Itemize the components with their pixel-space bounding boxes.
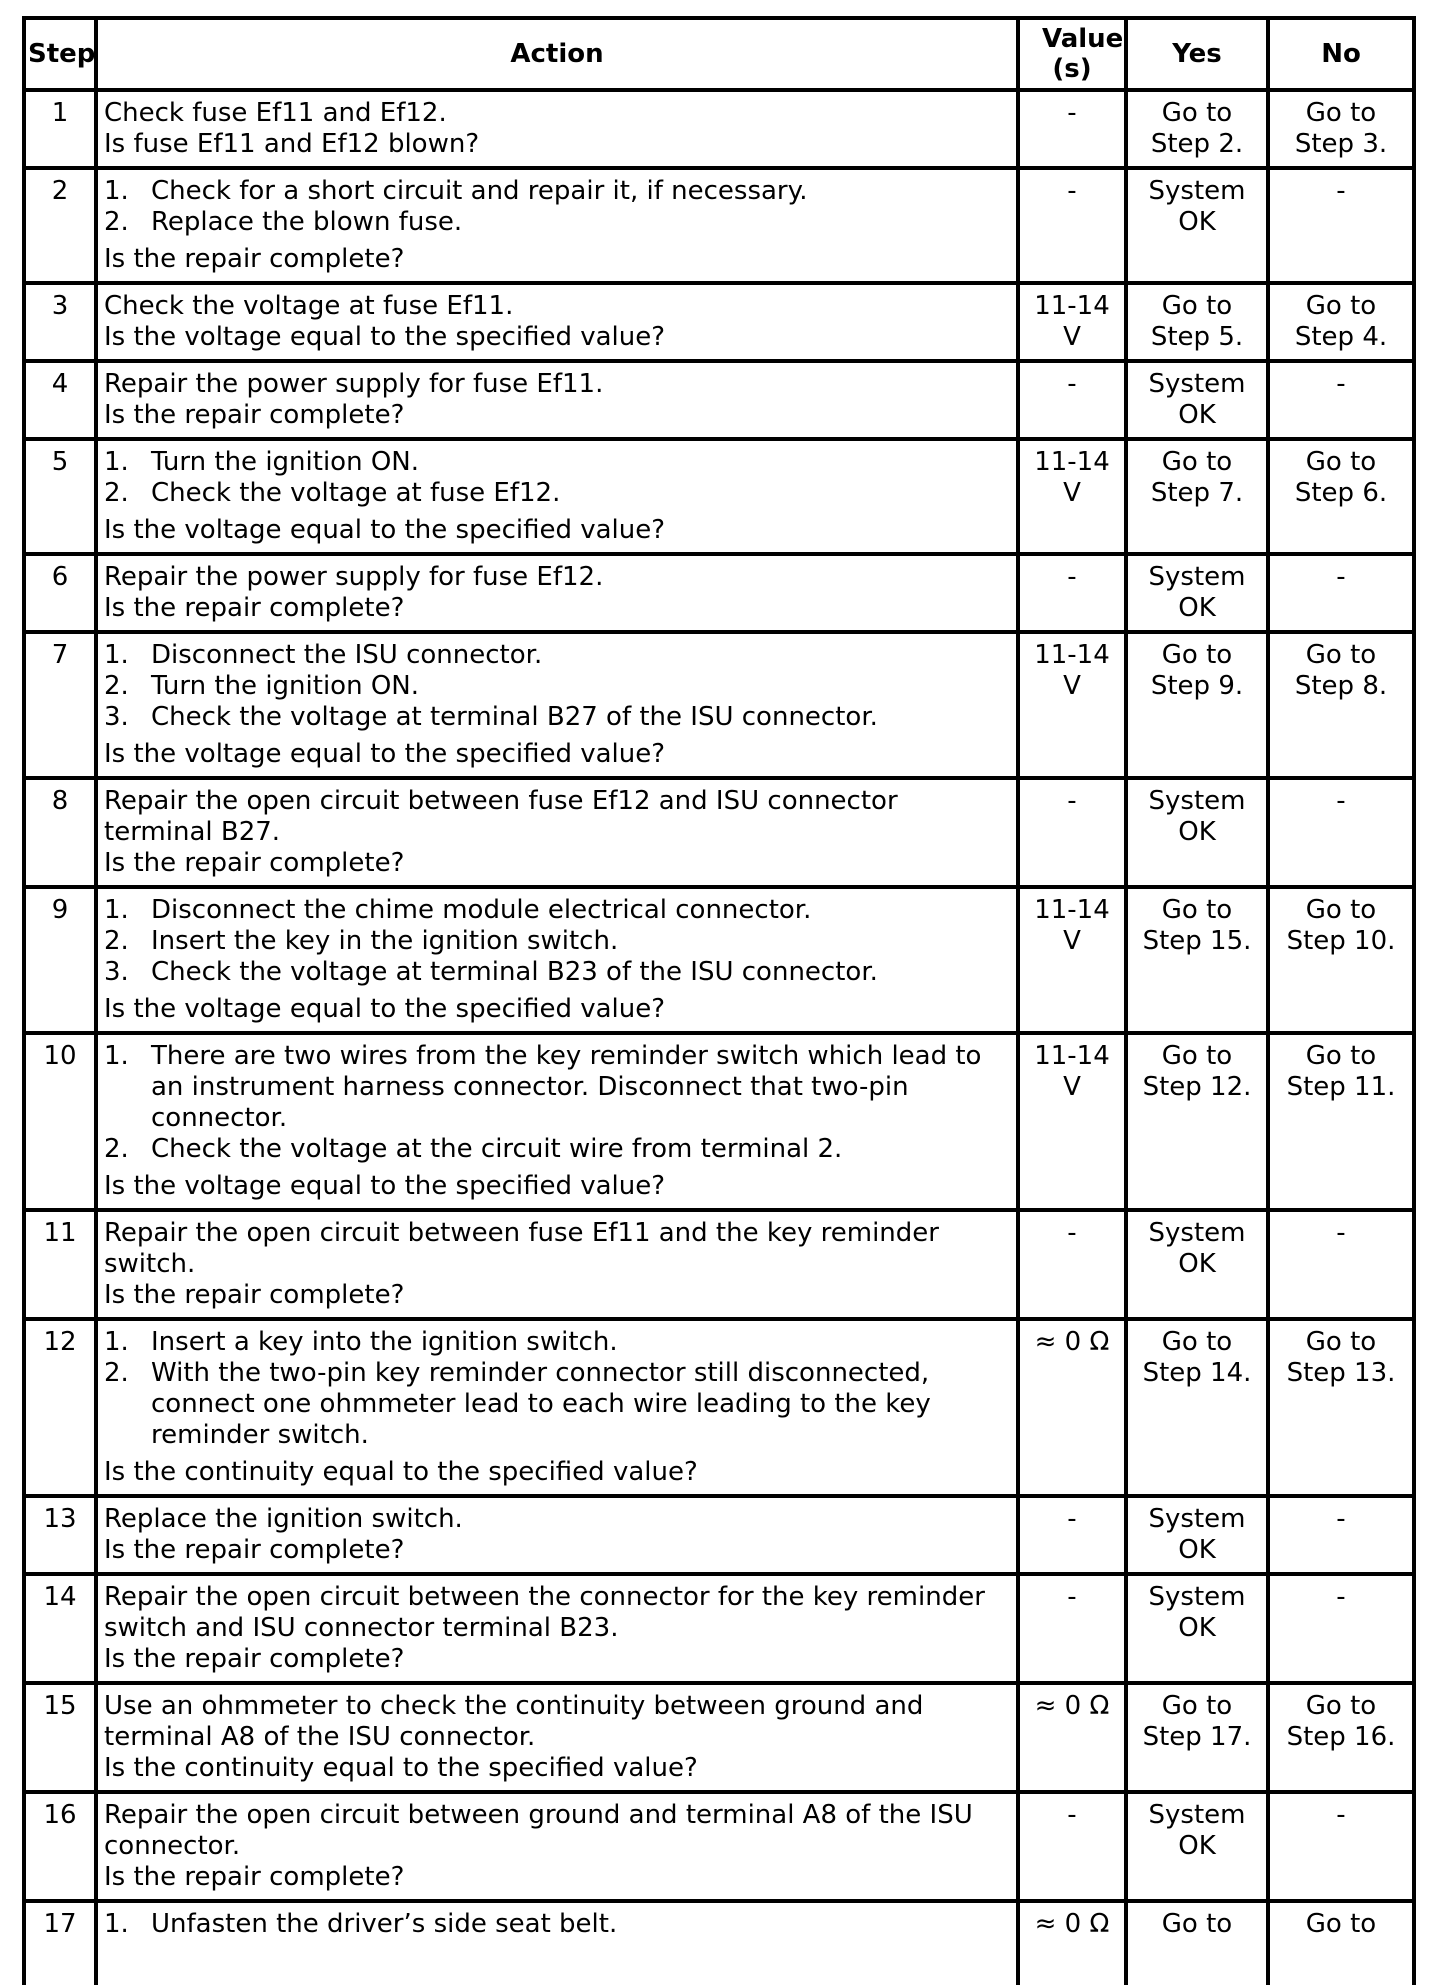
action-question: Is the continuity equal to the specified value? bbox=[104, 1457, 698, 1487]
action-question: Is the voltage equal to the specified value? bbox=[104, 1171, 666, 1201]
action-line: Is the repair complete? bbox=[104, 1535, 405, 1565]
action-step-text: Disconnect the ISU connector. bbox=[151, 640, 543, 670]
no-cell: - bbox=[1268, 361, 1414, 439]
no-cell: Go to Step 3. bbox=[1268, 90, 1414, 168]
action-line: Is the voltage equal to the specified value? bbox=[104, 322, 666, 352]
yes-cell: System OK bbox=[1126, 1574, 1268, 1683]
table-row bbox=[24, 1901, 1414, 1985]
action-cell bbox=[96, 90, 1018, 168]
action-step-number: 1. bbox=[104, 1327, 129, 1357]
no-cell: Go to Step 6. bbox=[1268, 439, 1414, 554]
action-step-item bbox=[104, 176, 1010, 207]
step-number: 2 bbox=[24, 168, 96, 283]
action-step-item bbox=[104, 1909, 1010, 1940]
action-question: Is the repair complete? bbox=[104, 244, 405, 274]
action-step-text: Insert a key into the ignition switch. bbox=[151, 1327, 618, 1357]
action-steps-list bbox=[104, 1327, 1010, 1451]
action-step-item bbox=[104, 207, 1010, 238]
action-step-number: 1. bbox=[104, 1041, 129, 1071]
action-step-number: 1. bbox=[104, 640, 129, 670]
action-step-item bbox=[104, 640, 1010, 671]
action-question: Is the voltage equal to the specified value? bbox=[104, 739, 666, 769]
action-step-number: 1. bbox=[104, 447, 129, 477]
value-cell: - bbox=[1018, 90, 1126, 168]
action-line: Check fuse Ef11 and Ef12. bbox=[104, 98, 447, 128]
yes-cell: Go to Step 7. bbox=[1126, 439, 1268, 554]
action-line: Repair the open circuit between ground and terminal A8 of the ISU connector. bbox=[104, 1800, 973, 1861]
yes-cell: System OK bbox=[1126, 1496, 1268, 1574]
action-step-item bbox=[104, 1327, 1010, 1358]
action-step-number: 3. bbox=[104, 702, 129, 732]
step-number: 7 bbox=[24, 632, 96, 778]
step-number: 10 bbox=[24, 1033, 96, 1210]
action-line: Is the repair complete? bbox=[104, 400, 405, 430]
yes-cell: Go to Step 14. bbox=[1126, 1319, 1268, 1496]
action-cell bbox=[96, 1496, 1018, 1574]
step-number: 15 bbox=[24, 1683, 96, 1792]
action-step-number: 2. bbox=[104, 671, 129, 701]
action-step-text: Check the voltage at the circuit wire from terminal 2. bbox=[151, 1134, 843, 1164]
action-line: Is the repair complete? bbox=[104, 593, 405, 623]
action-steps-list bbox=[104, 640, 1010, 733]
table-row bbox=[24, 1683, 1414, 1792]
action-line: Is the repair complete? bbox=[104, 1644, 405, 1674]
yes-cell: System OK bbox=[1126, 1210, 1268, 1319]
step-number: 17 bbox=[24, 1901, 96, 1985]
action-step-item bbox=[104, 895, 1010, 926]
value-cell: - bbox=[1018, 1574, 1126, 1683]
action-step-item bbox=[104, 1358, 1010, 1451]
value-cell: ≈ 0 Ω bbox=[1018, 1683, 1126, 1792]
table-body bbox=[24, 90, 1414, 1985]
no-cell: - bbox=[1268, 168, 1414, 283]
table-row bbox=[24, 283, 1414, 361]
action-step-number: 3. bbox=[104, 957, 129, 987]
no-cell: Go to Step 8. bbox=[1268, 632, 1414, 778]
action-step-item bbox=[104, 702, 1010, 733]
table-row bbox=[24, 1496, 1414, 1574]
no-cell: - bbox=[1268, 1496, 1414, 1574]
action-cell bbox=[96, 1033, 1018, 1210]
action-line: Is fuse Ef11 and Ef12 blown? bbox=[104, 129, 480, 159]
no-cell: Go to Step 16. bbox=[1268, 1683, 1414, 1792]
no-cell: - bbox=[1268, 1574, 1414, 1683]
yes-cell: Go to Step 2. bbox=[1126, 90, 1268, 168]
no-cell: Go to Step 11. bbox=[1268, 1033, 1414, 1210]
action-step-item bbox=[104, 926, 1010, 957]
table-row bbox=[24, 778, 1414, 887]
table-row bbox=[24, 361, 1414, 439]
yes-cell: System OK bbox=[1126, 1792, 1268, 1901]
action-step-text: Disconnect the chime module electrical connector. bbox=[151, 895, 812, 925]
action-cell bbox=[96, 1319, 1018, 1496]
action-step-text: With the two-pin key reminder connector still disconnected, connect one ohmmeter lead to each wire leading to the key reminder switch. bbox=[151, 1358, 931, 1450]
no-cell: - bbox=[1268, 554, 1414, 632]
header-step: Step bbox=[24, 18, 96, 90]
action-step-text: Check the voltage at terminal B27 of the ISU connector. bbox=[151, 702, 878, 732]
action-line: Use an ohmmeter to check the continuity between ground and terminal A8 of the ISU connector. bbox=[104, 1691, 924, 1752]
header-value bbox=[1018, 18, 1126, 90]
header-action: Action bbox=[96, 18, 1018, 90]
action-step-item bbox=[104, 447, 1010, 478]
action-step-number: 2. bbox=[104, 1134, 129, 1164]
action-step-text: Unfasten the driver’s side seat belt. bbox=[151, 1909, 618, 1939]
yes-cell: Go to Step 17. bbox=[1126, 1683, 1268, 1792]
action-step-number: 2. bbox=[104, 1358, 129, 1388]
action-steps-list bbox=[104, 1041, 1010, 1165]
no-cell: - bbox=[1268, 1792, 1414, 1901]
step-number: 13 bbox=[24, 1496, 96, 1574]
header-value-label: Value (s) bbox=[1042, 24, 1124, 84]
step-number: 9 bbox=[24, 887, 96, 1033]
action-cell bbox=[96, 1210, 1018, 1319]
value-cell: - bbox=[1018, 1496, 1126, 1574]
table-row bbox=[24, 90, 1414, 168]
yes-cell: System OK bbox=[1126, 361, 1268, 439]
value-cell: - bbox=[1018, 168, 1126, 283]
action-cell bbox=[96, 1683, 1018, 1792]
no-cell: Go to Step 13. bbox=[1268, 1319, 1414, 1496]
action-steps-list bbox=[104, 895, 1010, 988]
table-row bbox=[24, 439, 1414, 554]
yes-cell: Go to bbox=[1126, 1901, 1268, 1985]
table-row bbox=[24, 168, 1414, 283]
diagnostic-table bbox=[22, 16, 1416, 1985]
action-cell bbox=[96, 439, 1018, 554]
step-number: 3 bbox=[24, 283, 96, 361]
action-line: Repair the power supply for fuse Ef11. bbox=[104, 369, 604, 399]
action-step-item bbox=[104, 478, 1010, 509]
no-cell: Go to bbox=[1268, 1901, 1414, 1985]
table-row bbox=[24, 554, 1414, 632]
yes-cell: System OK bbox=[1126, 778, 1268, 887]
value-cell: - bbox=[1018, 1210, 1126, 1319]
action-question: Is the voltage equal to the specified value? bbox=[104, 515, 666, 545]
action-line: Is the repair complete? bbox=[104, 1280, 405, 1310]
step-number: 5 bbox=[24, 439, 96, 554]
table-row bbox=[24, 1792, 1414, 1901]
value-cell: - bbox=[1018, 554, 1126, 632]
yes-cell: Go to Step 9. bbox=[1126, 632, 1268, 778]
yes-cell: Go to Step 5. bbox=[1126, 283, 1268, 361]
action-line: Repair the open circuit between the connector for the key reminder switch and ISU connector terminal B23. bbox=[104, 1582, 985, 1643]
value-cell: 11-14 V bbox=[1018, 1033, 1126, 1210]
header-yes: Yes bbox=[1126, 18, 1268, 90]
action-line: Is the continuity equal to the specified value? bbox=[104, 1753, 698, 1783]
action-step-text: Check for a short circuit and repair it, if necessary. bbox=[151, 176, 808, 206]
action-cell bbox=[96, 554, 1018, 632]
action-steps-list bbox=[104, 1909, 1010, 1940]
step-number: 14 bbox=[24, 1574, 96, 1683]
no-cell: - bbox=[1268, 1210, 1414, 1319]
action-cell bbox=[96, 1574, 1018, 1683]
header-no: No bbox=[1268, 18, 1414, 90]
action-cell bbox=[96, 778, 1018, 887]
value-cell: - bbox=[1018, 778, 1126, 887]
action-step-text: Turn the ignition ON. bbox=[151, 447, 419, 477]
action-cell bbox=[96, 361, 1018, 439]
action-step-text: Check the voltage at terminal B23 of the ISU connector. bbox=[151, 957, 878, 987]
step-number: 1 bbox=[24, 90, 96, 168]
action-cell bbox=[96, 1792, 1018, 1901]
action-cell bbox=[96, 887, 1018, 1033]
action-step-text: Insert the key in the ignition switch. bbox=[151, 926, 619, 956]
action-question: Is the voltage equal to the specified value? bbox=[104, 994, 666, 1024]
value-cell: 11-14 V bbox=[1018, 632, 1126, 778]
diagnostic-page bbox=[22, 16, 1412, 1939]
table-row bbox=[24, 887, 1414, 1033]
table-header-row bbox=[24, 18, 1414, 90]
table-row bbox=[24, 1033, 1414, 1210]
action-steps-list bbox=[104, 176, 1010, 238]
table-row bbox=[24, 1210, 1414, 1319]
action-step-text: Replace the blown fuse. bbox=[151, 207, 463, 237]
action-line: Replace the ignition switch. bbox=[104, 1504, 463, 1534]
action-step-number: 2. bbox=[104, 207, 129, 237]
no-cell: - bbox=[1268, 778, 1414, 887]
table-row bbox=[24, 1574, 1414, 1683]
action-step-number: 2. bbox=[104, 478, 129, 508]
step-number: 16 bbox=[24, 1792, 96, 1901]
step-number: 6 bbox=[24, 554, 96, 632]
action-step-number: 2. bbox=[104, 926, 129, 956]
value-cell: 11-14 V bbox=[1018, 283, 1126, 361]
action-step-text: Check the voltage at fuse Ef12. bbox=[151, 478, 561, 508]
action-line: Is the repair complete? bbox=[104, 1862, 405, 1892]
action-cell bbox=[96, 632, 1018, 778]
step-number: 12 bbox=[24, 1319, 96, 1496]
yes-cell: System OK bbox=[1126, 554, 1268, 632]
yes-cell: Go to Step 15. bbox=[1126, 887, 1268, 1033]
action-line: Is the repair complete? bbox=[104, 848, 405, 878]
action-step-item bbox=[104, 957, 1010, 988]
value-cell: 11-14 V bbox=[1018, 887, 1126, 1033]
action-line: Repair the open circuit between fuse Ef12 and ISU connector terminal B27. bbox=[104, 786, 898, 847]
action-step-text: Turn the ignition ON. bbox=[151, 671, 419, 701]
action-cell bbox=[96, 168, 1018, 283]
value-cell: 11-14 V bbox=[1018, 439, 1126, 554]
step-number: 8 bbox=[24, 778, 96, 887]
table-row bbox=[24, 1319, 1414, 1496]
value-cell: ≈ 0 Ω bbox=[1018, 1319, 1126, 1496]
action-line: Repair the open circuit between fuse Ef11 and the key reminder switch. bbox=[104, 1218, 939, 1279]
action-steps-list bbox=[104, 447, 1010, 509]
step-number: 4 bbox=[24, 361, 96, 439]
action-line: Repair the power supply for fuse Ef12. bbox=[104, 562, 604, 592]
action-step-text: There are two wires from the key reminder switch which lead to an instrument harness connector. Disconnect that two-pin connector. bbox=[151, 1041, 982, 1133]
yes-cell: System OK bbox=[1126, 168, 1268, 283]
no-cell: Go to Step 4. bbox=[1268, 283, 1414, 361]
value-cell: - bbox=[1018, 361, 1126, 439]
action-step-item bbox=[104, 1134, 1010, 1165]
yes-cell: Go to Step 12. bbox=[1126, 1033, 1268, 1210]
action-line: Check the voltage at fuse Ef11. bbox=[104, 291, 514, 321]
step-number: 11 bbox=[24, 1210, 96, 1319]
action-step-item bbox=[104, 1041, 1010, 1134]
action-step-number: 1. bbox=[104, 176, 129, 206]
action-step-number: 1. bbox=[104, 895, 129, 925]
action-step-item bbox=[104, 671, 1010, 702]
action-step-number: 1. bbox=[104, 1909, 129, 1939]
no-cell: Go to Step 10. bbox=[1268, 887, 1414, 1033]
value-cell: - bbox=[1018, 1792, 1126, 1901]
action-cell bbox=[96, 1901, 1018, 1985]
action-cell bbox=[96, 283, 1018, 361]
table-row bbox=[24, 632, 1414, 778]
value-cell: ≈ 0 Ω bbox=[1018, 1901, 1126, 1985]
